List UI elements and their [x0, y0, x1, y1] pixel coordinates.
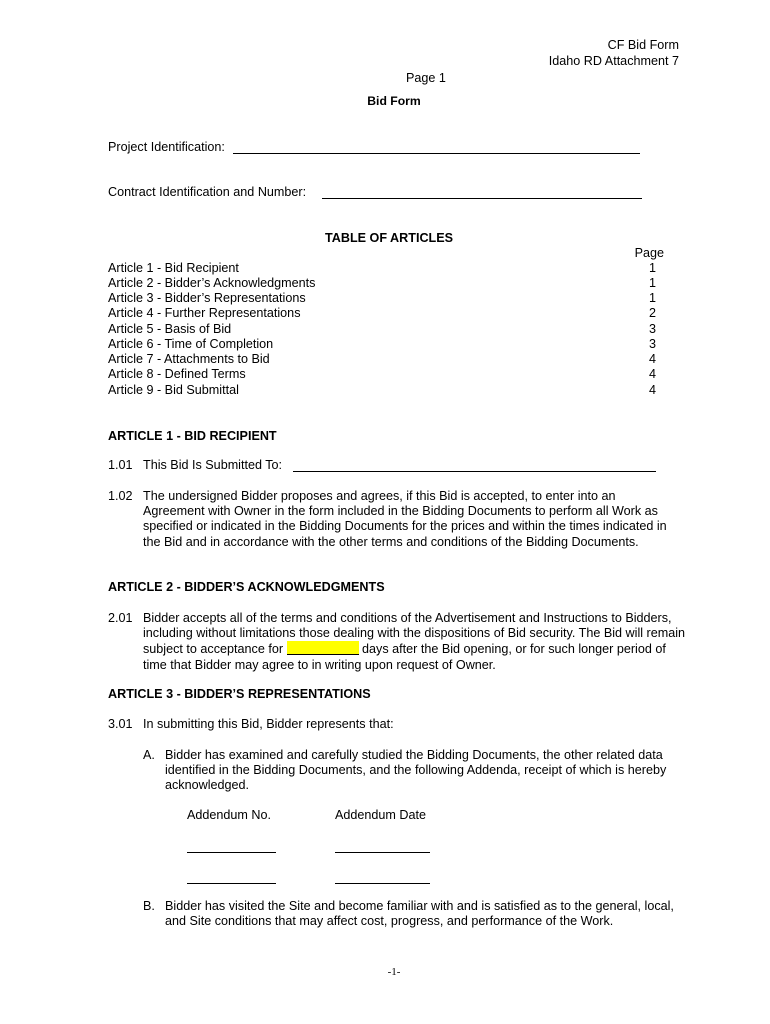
addendum-date-field[interactable]: [335, 852, 430, 853]
toc-label: Article 1 - Bid Recipient: [108, 261, 239, 275]
contract-identification-label: Contract Identification and Number:: [108, 185, 307, 199]
addendum-no-field[interactable]: [187, 883, 276, 884]
acceptance-days-field[interactable]: [287, 641, 359, 655]
toc-row: [108, 337, 656, 352]
toc-label: Article 6 - Time of Completion: [108, 337, 274, 351]
paragraph-2-01: [143, 611, 688, 673]
header-line-2: Idaho RD Attachment 7: [548, 54, 679, 68]
toc-label: Article 3 - Bidder’s Representations: [108, 291, 306, 305]
article-2-heading: ARTICLE 2 - BIDDER’S ACKNOWLEDGMENTS: [108, 580, 385, 594]
addendum-no-field[interactable]: [187, 852, 276, 853]
paragraph-2-01-part-b: days after the Bid opening, or for such longer period of time that Bidder may agree to in writing upon request of Owner.: [143, 642, 666, 672]
item-letter: B.: [143, 899, 155, 913]
addendum-date-field[interactable]: [335, 883, 430, 884]
paragraph-3-01: In submitting this Bid, Bidder represents that:: [143, 717, 394, 731]
toc-row: [108, 261, 656, 276]
toc-row: [108, 306, 656, 321]
toc-label: Article 9 - Bid Submittal: [108, 383, 239, 397]
toc-label: Article 8 - Defined Terms: [108, 367, 246, 381]
document-title: Bid Form: [367, 94, 421, 108]
section-number: 2.01: [108, 611, 133, 625]
toc-label: Article 2 - Bidder’s Acknowledgments: [108, 276, 316, 290]
toc-label: Article 4 - Further Representations: [108, 306, 301, 320]
toc-label: Article 7 - Attachments to Bid: [108, 352, 270, 366]
header-line-1: CF Bid Form: [607, 38, 679, 52]
page-label: Page 1: [406, 71, 446, 85]
toc-page: 4: [648, 367, 656, 381]
toc-page: 3: [648, 322, 656, 336]
paragraph-1-02: The undersigned Bidder proposes and agrees, if this Bid is accepted, to enter into an Agreement with Owner in the form included in the Bidding Documents to perform all Work as specified or indicated in the Bidding Documents for the prices and within the times indicated in the Bid and in accordance with the other terms and conditions of the Bidding Documents.: [143, 489, 667, 549]
project-identification-label: Project Identification:: [108, 140, 225, 154]
toc-row: [108, 322, 656, 337]
toc-row: [108, 276, 656, 291]
toc-page-column-header: Page: [634, 246, 664, 260]
toc-page: 4: [648, 383, 656, 397]
contract-identification-field[interactable]: [322, 198, 642, 199]
toc-row: [108, 383, 656, 398]
bid-submitted-to-label: This Bid Is Submitted To:: [143, 458, 283, 472]
toc-page: 4: [648, 352, 656, 366]
addendum-date-label: Addendum Date: [335, 808, 427, 822]
item-letter: A.: [143, 748, 155, 762]
toc-label: Article 5 - Basis of Bid: [108, 322, 232, 336]
paragraph-2-01-part-a: Bidder accepts all of the terms and conditions of the Advertisement and Instructions to Bidders, including without limitations those dealing with the dispositions of Bid security. The Bid will remain subject to acceptance for: [143, 611, 686, 657]
article-3-heading: ARTICLE 3 - BIDDER’S REPRESENTATIONS: [108, 687, 371, 701]
paragraph-3-01-b: Bidder has visited the Site and become familiar with and is satisfied as to the general, local, and Site conditions that may affect cost, progress, and performance of the Work.: [165, 899, 674, 929]
bid-submitted-to-field[interactable]: [293, 471, 656, 472]
section-number: 1.02: [108, 489, 133, 503]
page-number-footer: -1-: [387, 966, 401, 978]
toc-page: 1: [648, 261, 656, 275]
toc-row: [108, 291, 656, 306]
toc-row: [108, 352, 656, 367]
project-identification-field[interactable]: [233, 153, 640, 154]
paragraph-3-01-a: Bidder has examined and carefully studied the Bidding Documents, the other related data identified in the Bidding Documents, and the following Addenda, receipt of which is hereby acknowledged.: [165, 748, 667, 793]
section-number: 3.01: [108, 717, 133, 731]
toc-row: [108, 367, 656, 382]
toc-page: 1: [648, 276, 656, 290]
toc-page: 2: [648, 306, 656, 320]
toc-heading: TABLE OF ARTICLES: [325, 231, 454, 245]
toc-page: 3: [648, 337, 656, 351]
addendum-no-label: Addendum No.: [187, 808, 272, 822]
section-number: 1.01: [108, 458, 133, 472]
toc-page: 1: [648, 291, 656, 305]
article-1-heading: ARTICLE 1 - BID RECIPIENT: [108, 429, 277, 443]
